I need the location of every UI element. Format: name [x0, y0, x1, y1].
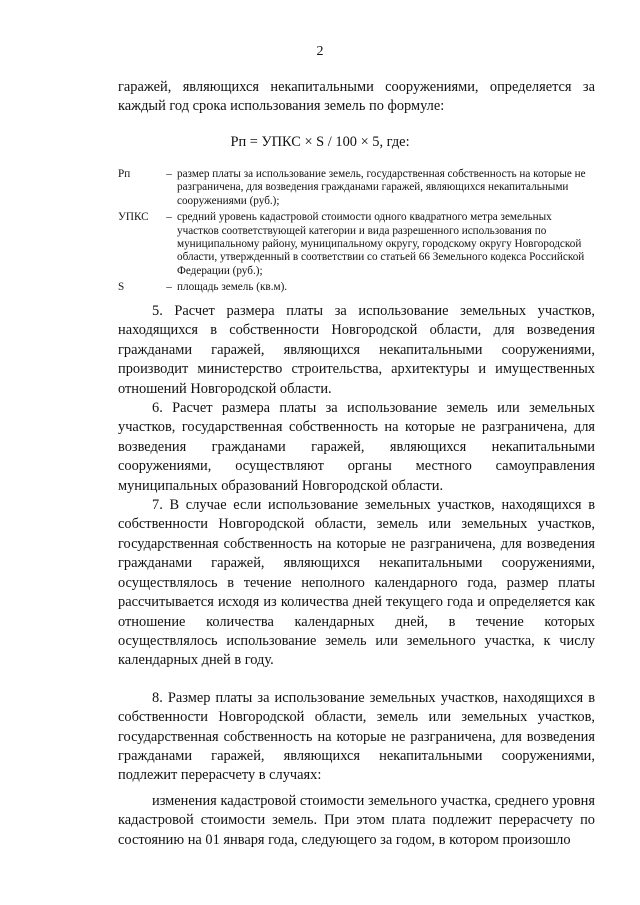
definition-term: S [118, 281, 125, 294]
definition-text: средний уровень кадастровой стоимости одного квадратного метра земельных участков соответствующей категории и вида разрешенного использования по муниципальному району, муниципальному округу, городскому округу Новгородской области, утвержденный в соответствии со статьей 66 Земельного кодекса Российской Федерации (руб.); [177, 211, 585, 277]
body-text [118, 302, 595, 850]
formula: Рп = УПКС × S / 100 × 5, где: [230, 134, 410, 150]
paragraph-8: 8. Размер платы за использование земельных участков, находящихся в собственности Новгородской области, земель или земельных участков, государственная собственность на которые не разграничена, для возведения гражданами гаражей, являющихся некапитальными сооружениями, подлежит перерасчету в случаях: [118, 689, 595, 784]
definition-dash: – [166, 168, 172, 180]
intro-text: гаражей, являющихся некапитальными сооружениями, определяется за каждый год срока использования земель по формуле: [118, 79, 595, 115]
definition-text: площадь земель (кв.м). [177, 281, 288, 294]
page-number: 2 [316, 44, 324, 59]
definition-rp [118, 168, 595, 208]
intro-paragraph [118, 78, 595, 117]
paragraph-8-item: изменения кадастровой стоимости земельного участка, среднего уровня кадастровой стоимости земель. При этом плата подлежит перерасчету по состоянию на 01 января года, следующего за годом, в котором произошло [118, 792, 595, 848]
definition-dash: – [166, 281, 172, 294]
definition-text: размер платы за использование земель, государственная собственность на которые не разграничена, для возведения гражданами гаражей, являющихся некапитальными сооружениями (руб.); [177, 168, 586, 207]
paragraph-6: 6. Расчет размера платы за использование земель или земельных участков, государственная собственность на которые не разграничена, для возведения гражданами гаражей, являющихся некапитальными сооружениями, осуществляют органы местного самоуправления муниципальных образований Новгородской области. [118, 400, 595, 494]
paragraph-7: 7. В случае если использование земельных участков, находящихся в собственности Новгородской области, земель или земельных участков, государственная собственность на которые не разграничена, для возведения гражданами гаражей, являющихся некапитальными сооружениями, осуществлялось в течение неполного календарного года, размер платы рассчитывается исходя из количества дней текущего года и определяется как отношение количества календарных дней, в течение которых осуществлялось использование земель или земельного участка, к числу календарных дней в году. [118, 497, 595, 669]
definition-term: УПКС [118, 211, 149, 224]
definition-term: Рп [118, 168, 131, 180]
paragraph-5: 5. Расчет размера платы за использование земельных участков, находящихся в собственности Новгородской области, для возведения гражданами гаражей, являющихся некапитальными сооружениями, производит министерство строительства, архитектуры и имущественных отношений Новгородской области. [118, 303, 595, 397]
definition-upks [118, 211, 595, 278]
definitions-list [118, 168, 595, 298]
definition-s [118, 281, 595, 294]
definition-dash: – [166, 211, 172, 224]
